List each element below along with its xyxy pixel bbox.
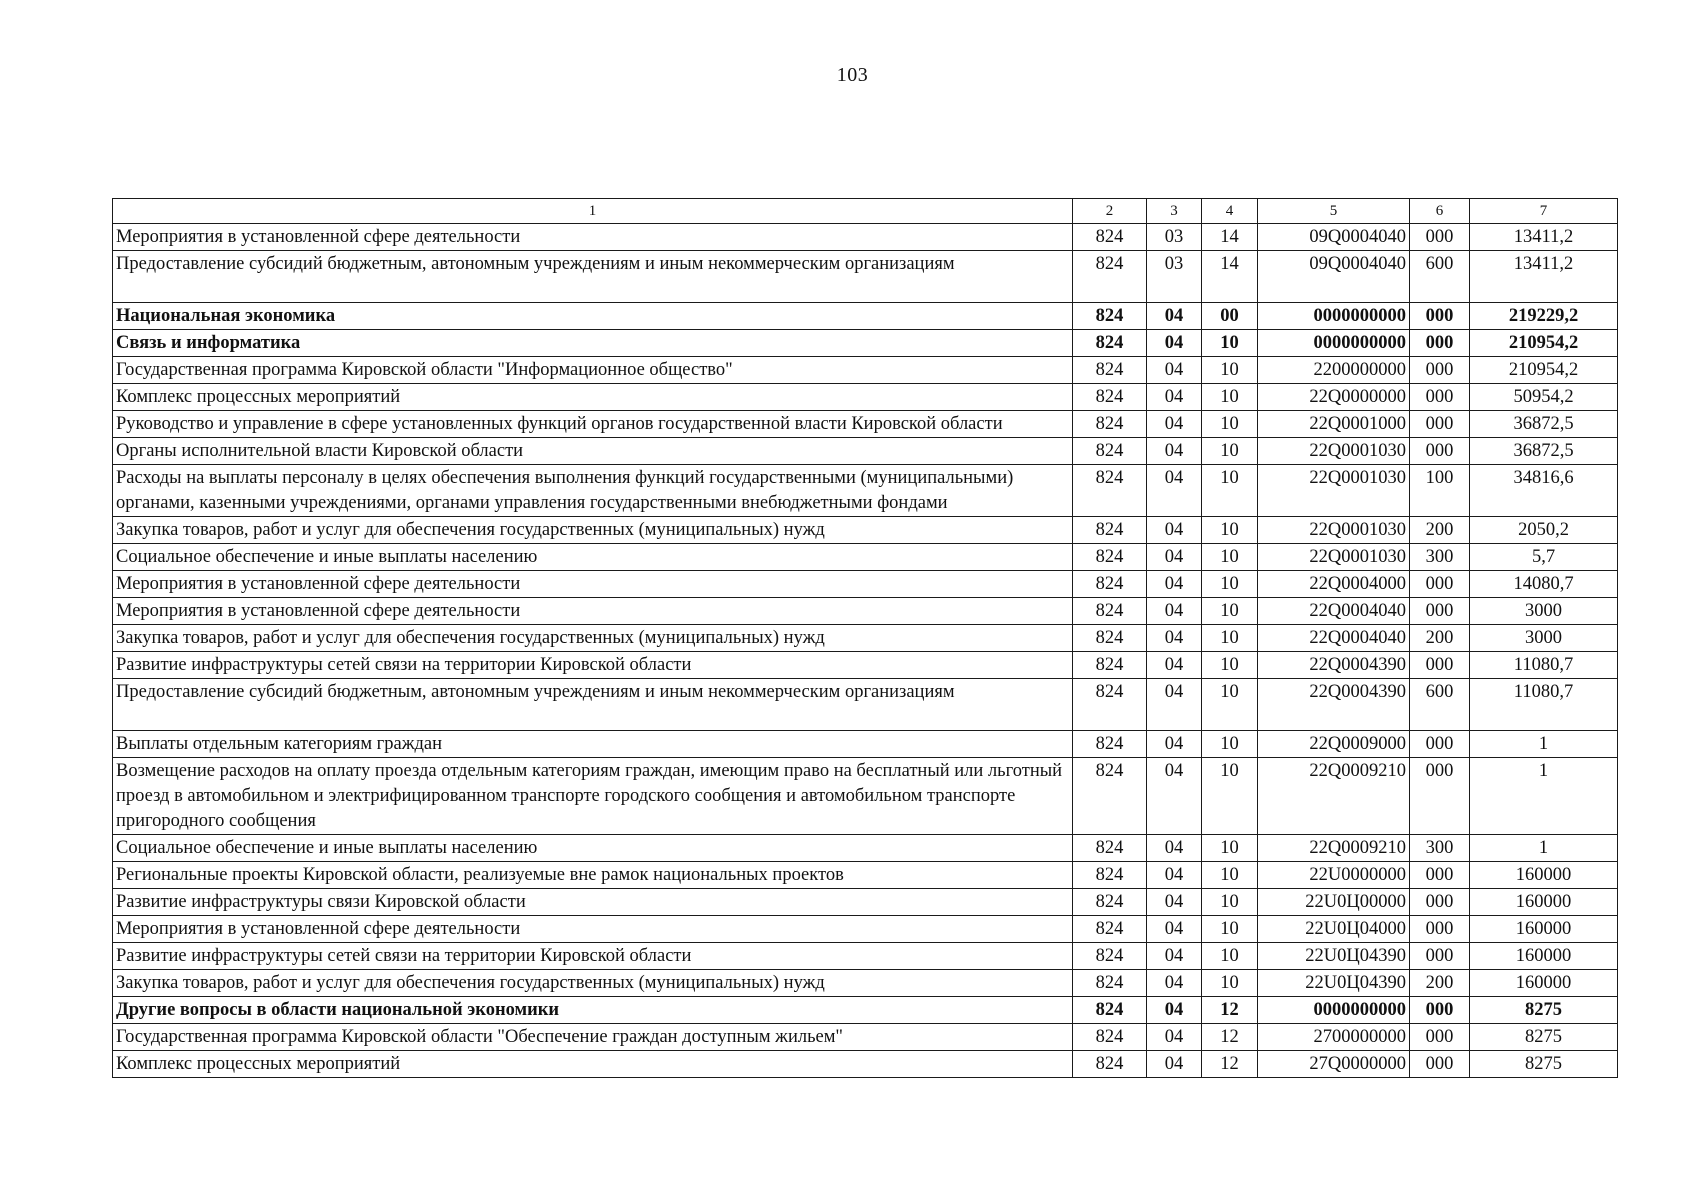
row-name-cell: Мероприятия в установленной сфере деятельности [113,916,1073,943]
expense-type-cell: 000 [1410,571,1470,598]
amount-cell: 8275 [1470,1024,1618,1051]
table-row [113,997,1618,1024]
section-code-cell: 04 [1147,357,1202,384]
target-code-cell: 0000000000 [1258,330,1410,357]
target-code-cell: 22U0Ц04390 [1258,943,1410,970]
expense-type-cell: 000 [1410,411,1470,438]
admin-code-cell: 824 [1073,517,1147,544]
table-row [113,357,1618,384]
amount-cell: 13411,2 [1470,224,1618,251]
expense-type-cell: 600 [1410,251,1470,303]
target-code-cell: 22Q0009210 [1258,758,1410,835]
subsection-code-cell: 10 [1202,835,1258,862]
admin-code-cell: 824 [1073,1051,1147,1078]
row-name-cell: Социальное обеспечение и иные выплаты населению [113,835,1073,862]
row-name-cell: Социальное обеспечение и иные выплаты населению [113,544,1073,571]
row-name-cell: Другие вопросы в области национальной экономики [113,997,1073,1024]
expense-type-cell: 000 [1410,438,1470,465]
amount-cell: 34816,6 [1470,465,1618,517]
expense-type-cell: 300 [1410,835,1470,862]
row-name-cell: Мероприятия в установленной сфере деятельности [113,224,1073,251]
admin-code-cell: 824 [1073,571,1147,598]
section-code-cell: 04 [1147,862,1202,889]
section-code-cell: 04 [1147,411,1202,438]
target-code-cell: 22Q0001030 [1258,438,1410,465]
row-name-cell: Региональные проекты Кировской области, реализуемые вне рамок национальных проектов [113,862,1073,889]
section-code-cell: 04 [1147,679,1202,731]
amount-cell: 8275 [1470,997,1618,1024]
row-name-cell: Государственная программа Кировской области "Обеспечение граждан доступным жильем" [113,1024,1073,1051]
section-code-cell: 04 [1147,997,1202,1024]
row-name-cell: Мероприятия в установленной сфере деятельности [113,571,1073,598]
target-code-cell: 22U0Ц04390 [1258,970,1410,997]
section-code-cell: 03 [1147,224,1202,251]
expense-type-cell: 300 [1410,544,1470,571]
admin-code-cell: 824 [1073,970,1147,997]
row-name-cell: Мероприятия в установленной сфере деятельности [113,598,1073,625]
amount-cell: 1 [1470,758,1618,835]
section-code-cell: 04 [1147,517,1202,544]
row-name-cell: Связь и информатика [113,330,1073,357]
column-header: 2 [1073,199,1147,224]
section-code-cell: 04 [1147,916,1202,943]
subsection-code-cell: 12 [1202,997,1258,1024]
subsection-code-cell: 10 [1202,330,1258,357]
expense-type-cell: 000 [1410,303,1470,330]
table-row [113,438,1618,465]
section-code-cell: 04 [1147,835,1202,862]
admin-code-cell: 824 [1073,835,1147,862]
target-code-cell: 22Q0001030 [1258,517,1410,544]
section-code-cell: 04 [1147,1051,1202,1078]
expense-type-cell: 000 [1410,862,1470,889]
admin-code-cell: 824 [1073,758,1147,835]
table-row [113,758,1618,835]
section-code-cell: 04 [1147,438,1202,465]
expense-type-cell: 000 [1410,916,1470,943]
target-code-cell: 22U0Ц04000 [1258,916,1410,943]
table-body [113,199,1618,1078]
section-code-cell: 04 [1147,544,1202,571]
row-name-cell: Выплаты отдельным категориям граждан [113,731,1073,758]
admin-code-cell: 824 [1073,916,1147,943]
target-code-cell: 09Q0004040 [1258,224,1410,251]
section-code-cell: 03 [1147,251,1202,303]
table-row [113,303,1618,330]
row-name-cell: Государственная программа Кировской области "Информационное общество" [113,357,1073,384]
expense-type-cell: 000 [1410,1051,1470,1078]
subsection-code-cell: 10 [1202,384,1258,411]
section-code-cell: 04 [1147,970,1202,997]
table-row [113,465,1618,517]
table-row [113,384,1618,411]
expense-type-cell: 000 [1410,943,1470,970]
expense-type-cell: 200 [1410,625,1470,652]
target-code-cell: 22Q0009000 [1258,731,1410,758]
subsection-code-cell: 10 [1202,679,1258,731]
table-row [113,224,1618,251]
target-code-cell: 22Q0001030 [1258,544,1410,571]
column-header: 6 [1410,199,1470,224]
amount-cell: 1 [1470,835,1618,862]
amount-cell: 160000 [1470,943,1618,970]
amount-cell: 36872,5 [1470,411,1618,438]
amount-cell: 5,7 [1470,544,1618,571]
target-code-cell: 22U0000000 [1258,862,1410,889]
section-code-cell: 04 [1147,598,1202,625]
expense-type-cell: 200 [1410,970,1470,997]
target-code-cell: 22Q0004040 [1258,625,1410,652]
row-name-cell: Комплекс процессных мероприятий [113,1051,1073,1078]
table-row [113,1024,1618,1051]
section-code-cell: 04 [1147,384,1202,411]
section-code-cell: 04 [1147,330,1202,357]
table-row [113,411,1618,438]
table-row [113,943,1618,970]
amount-cell: 14080,7 [1470,571,1618,598]
target-code-cell: 22Q0009210 [1258,835,1410,862]
column-header: 5 [1258,199,1410,224]
admin-code-cell: 824 [1073,251,1147,303]
expense-type-cell: 000 [1410,1024,1470,1051]
admin-code-cell: 824 [1073,889,1147,916]
target-code-cell: 0000000000 [1258,997,1410,1024]
section-code-cell: 04 [1147,758,1202,835]
column-header: 4 [1202,199,1258,224]
row-name-cell: Развитие инфраструктуры сетей связи на территории Кировской области [113,652,1073,679]
section-code-cell: 04 [1147,731,1202,758]
admin-code-cell: 824 [1073,731,1147,758]
admin-code-cell: 824 [1073,224,1147,251]
row-name-cell: Развитие инфраструктуры связи Кировской области [113,889,1073,916]
target-code-cell: 22U0Ц00000 [1258,889,1410,916]
expense-type-cell: 000 [1410,598,1470,625]
row-name-cell: Возмещение расходов на оплату проезда отдельным категориям граждан, имеющим право на бесплатный или льготный проезд в автомобильном и электрифицированном транспорте городского сообщения и автомобильном транспорте пригородного сообщения [113,758,1073,835]
row-name-cell: Органы исполнительной власти Кировской области [113,438,1073,465]
amount-cell: 3000 [1470,598,1618,625]
subsection-code-cell: 10 [1202,970,1258,997]
admin-code-cell: 824 [1073,330,1147,357]
admin-code-cell: 824 [1073,384,1147,411]
subsection-code-cell: 10 [1202,862,1258,889]
subsection-code-cell: 10 [1202,889,1258,916]
column-header: 1 [113,199,1073,224]
subsection-code-cell: 12 [1202,1024,1258,1051]
budget-table [112,198,1618,1078]
row-name-cell: Закупка товаров, работ и услуг для обеспечения государственных (муниципальных) нужд [113,625,1073,652]
table-row [113,1051,1618,1078]
amount-cell: 3000 [1470,625,1618,652]
row-name-cell: Расходы на выплаты персоналу в целях обеспечения выполнения функций государственными (муниципальными) органами, казенными учреждениями, органами управления государственными внебюджетными фондами [113,465,1073,517]
admin-code-cell: 824 [1073,438,1147,465]
subsection-code-cell: 10 [1202,625,1258,652]
table-row [113,598,1618,625]
amount-cell: 2050,2 [1470,517,1618,544]
admin-code-cell: 824 [1073,357,1147,384]
table-row [113,652,1618,679]
target-code-cell: 22Q0001030 [1258,465,1410,517]
expense-type-cell: 200 [1410,517,1470,544]
amount-cell: 160000 [1470,862,1618,889]
subsection-code-cell: 10 [1202,571,1258,598]
header-row [113,199,1618,224]
row-name-cell: Руководство и управление в сфере установленных функций органов государственной власти Кировской области [113,411,1073,438]
target-code-cell: 22Q0004040 [1258,598,1410,625]
target-code-cell: 22Q0004390 [1258,679,1410,731]
section-code-cell: 04 [1147,652,1202,679]
row-name-cell: Развитие инфраструктуры сетей связи на территории Кировской области [113,943,1073,970]
row-name-cell: Закупка товаров, работ и услуг для обеспечения государственных (муниципальных) нужд [113,970,1073,997]
amount-cell: 160000 [1470,970,1618,997]
table-row [113,625,1618,652]
target-code-cell: 09Q0004040 [1258,251,1410,303]
target-code-cell: 27Q0000000 [1258,1051,1410,1078]
section-code-cell: 04 [1147,625,1202,652]
admin-code-cell: 824 [1073,465,1147,517]
subsection-code-cell: 10 [1202,517,1258,544]
subsection-code-cell: 10 [1202,758,1258,835]
expense-type-cell: 000 [1410,330,1470,357]
amount-cell: 13411,2 [1470,251,1618,303]
admin-code-cell: 824 [1073,679,1147,731]
subsection-code-cell: 00 [1202,303,1258,330]
expense-type-cell: 000 [1410,652,1470,679]
amount-cell: 210954,2 [1470,357,1618,384]
target-code-cell: 2200000000 [1258,357,1410,384]
table-row [113,862,1618,889]
column-header: 7 [1470,199,1618,224]
table-row [113,330,1618,357]
amount-cell: 210954,2 [1470,330,1618,357]
admin-code-cell: 824 [1073,303,1147,330]
amount-cell: 50954,2 [1470,384,1618,411]
amount-cell: 11080,7 [1470,652,1618,679]
subsection-code-cell: 12 [1202,1051,1258,1078]
admin-code-cell: 824 [1073,625,1147,652]
table-row [113,835,1618,862]
table-row [113,731,1618,758]
target-code-cell: 22Q0001000 [1258,411,1410,438]
subsection-code-cell: 10 [1202,598,1258,625]
row-name-cell: Предоставление субсидий бюджетным, автономным учреждениям и иным некоммерческим организациям [113,251,1073,303]
amount-cell: 1 [1470,731,1618,758]
admin-code-cell: 824 [1073,997,1147,1024]
expense-type-cell: 000 [1410,997,1470,1024]
section-code-cell: 04 [1147,889,1202,916]
admin-code-cell: 824 [1073,652,1147,679]
subsection-code-cell: 10 [1202,465,1258,517]
target-code-cell: 0000000000 [1258,303,1410,330]
table-row [113,517,1618,544]
subsection-code-cell: 10 [1202,652,1258,679]
expense-type-cell: 000 [1410,758,1470,835]
row-name-cell: Предоставление субсидий бюджетным, автономным учреждениям и иным некоммерческим организациям [113,679,1073,731]
table-row [113,544,1618,571]
table-row [113,679,1618,731]
target-code-cell: 22Q0004000 [1258,571,1410,598]
admin-code-cell: 824 [1073,598,1147,625]
expense-type-cell: 000 [1410,889,1470,916]
row-name-cell: Закупка товаров, работ и услуг для обеспечения государственных (муниципальных) нужд [113,517,1073,544]
admin-code-cell: 824 [1073,1024,1147,1051]
admin-code-cell: 824 [1073,411,1147,438]
target-code-cell: 2700000000 [1258,1024,1410,1051]
target-code-cell: 22Q0004390 [1258,652,1410,679]
page-number: 103 [836,64,869,86]
section-code-cell: 04 [1147,303,1202,330]
expense-type-cell: 100 [1410,465,1470,517]
subsection-code-cell: 10 [1202,438,1258,465]
admin-code-cell: 824 [1073,943,1147,970]
section-code-cell: 04 [1147,943,1202,970]
expense-type-cell: 000 [1410,384,1470,411]
table-row [113,916,1618,943]
subsection-code-cell: 10 [1202,357,1258,384]
amount-cell: 36872,5 [1470,438,1618,465]
expense-type-cell: 000 [1410,224,1470,251]
amount-cell: 8275 [1470,1051,1618,1078]
expense-type-cell: 600 [1410,679,1470,731]
subsection-code-cell: 10 [1202,916,1258,943]
admin-code-cell: 824 [1073,862,1147,889]
subsection-code-cell: 14 [1202,251,1258,303]
table-row [113,970,1618,997]
subsection-code-cell: 10 [1202,544,1258,571]
column-header: 3 [1147,199,1202,224]
row-name-cell: Национальная экономика [113,303,1073,330]
amount-cell: 160000 [1470,916,1618,943]
table-row [113,251,1618,303]
subsection-code-cell: 14 [1202,224,1258,251]
subsection-code-cell: 10 [1202,943,1258,970]
section-code-cell: 04 [1147,465,1202,517]
row-name-cell: Комплекс процессных мероприятий [113,384,1073,411]
amount-cell: 219229,2 [1470,303,1618,330]
expense-type-cell: 000 [1410,357,1470,384]
subsection-code-cell: 10 [1202,411,1258,438]
target-code-cell: 22Q0000000 [1258,384,1410,411]
table-row [113,889,1618,916]
table-row [113,571,1618,598]
section-code-cell: 04 [1147,571,1202,598]
subsection-code-cell: 10 [1202,731,1258,758]
expense-type-cell: 000 [1410,731,1470,758]
amount-cell: 11080,7 [1470,679,1618,731]
admin-code-cell: 824 [1073,544,1147,571]
amount-cell: 160000 [1470,889,1618,916]
section-code-cell: 04 [1147,1024,1202,1051]
